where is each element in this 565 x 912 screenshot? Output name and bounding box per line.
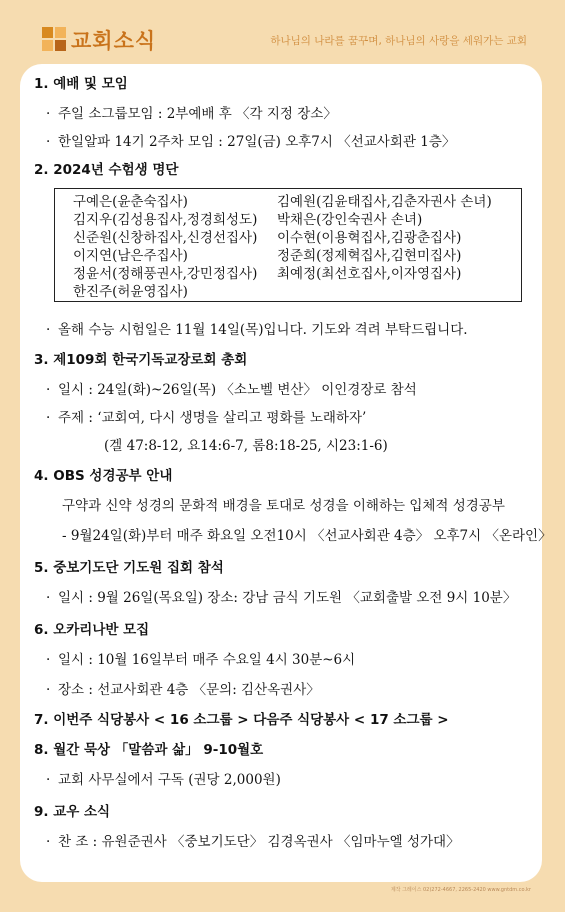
student-name: 정준희(정제혁집사,김현미집사) xyxy=(277,248,462,264)
list-item: · 올해 수능 시험일은 11월 14일(목)입니다. 기도와 격려 부탁드립니다. xyxy=(46,322,468,338)
section-heading-3: 3. 제109회 한국기독교장로회 총회 xyxy=(34,352,248,368)
list-item: · 교회 사무실에서 구독 (권당 2,000원) xyxy=(46,772,281,788)
student-name: 구예은(윤춘숙집사) xyxy=(73,194,188,210)
names-left-column xyxy=(73,193,257,301)
list-item: · 주제 : ‘교회여, 다시 생명을 살리고 평화를 노래하자’ xyxy=(46,410,367,426)
section-heading-7: 7. 이번주 식당봉사 < 16 소그룹 > 다음주 식당봉사 < 17 소그룹 > xyxy=(34,712,449,728)
section-heading-4: 4. OBS 성경공부 안내 xyxy=(34,468,173,484)
list-item: · 한일알파 14기 2주차 모임 : 27일(금) 오후7시 〈선교사회관 1층〉 xyxy=(46,134,456,150)
section-heading-8: 8. 월간 묵상 「말씀과 삶」 9-10월호 xyxy=(34,742,264,758)
names-right-column xyxy=(277,193,492,283)
list-item: · 일시 : 9월 26일(목요일) 장소: 강남 금식 기도원 〈교회출발 오전 9시 10분〉 xyxy=(46,590,517,606)
church-slogan: 하나님의 나라를 꿈꾸며, 하나님의 사랑을 세워가는 교회 xyxy=(270,35,527,47)
list-item: · 찬 조 : 유원준권사 〈중보기도단〉 김경옥권사 〈임마누엘 성가대〉 xyxy=(46,834,460,850)
student-name: 이지연(남은주집사) xyxy=(73,248,188,264)
news-card xyxy=(20,64,552,882)
bible-verses: (겔 47:8-12, 요14:6-7, 롬8:18-25, 시23:1-6) xyxy=(104,438,388,454)
print-credit: 제작 그레이스 02)272-4667, 2265-2420 www.gntdm.co.kr xyxy=(390,887,531,893)
student-name: 신준원(신창하집사,신경선집사) xyxy=(73,230,258,246)
section-heading-6: 6. 오카리나반 모집 xyxy=(34,622,150,638)
student-name: 김예원(김윤태집사,김춘자권사 손녀) xyxy=(277,194,492,210)
logo-squares-icon xyxy=(42,27,66,51)
student-name: 정윤서(정해풍권사,강민정집사) xyxy=(73,266,258,282)
student-name: 김지우(김성용집사,정경희성도) xyxy=(73,212,258,228)
student-name: 한진주(허윤영집사) xyxy=(73,284,188,300)
header xyxy=(0,0,565,64)
section-heading-5: 5. 중보기도단 기도원 집회 참석 xyxy=(34,560,224,576)
list-item: · 주일 소그룹모임 : 2부예배 후 〈각 지정 장소〉 xyxy=(46,106,337,122)
list-item: · 일시 : 10월 16일부터 매주 수요일 4시 30분~6시 xyxy=(46,652,356,668)
study-schedule: - 9월24일(화)부터 매주 화요일 오전10시 〈선교사회관 4층〉 오후7시 〈온라인〉 xyxy=(62,528,552,544)
section-heading-9: 9. 교우 소식 xyxy=(34,804,111,820)
section-heading-1: 1. 예배 및 모임 xyxy=(34,76,128,92)
page-title: 교회소식 xyxy=(71,29,157,53)
student-name: 박채은(강인숙권사 손녀) xyxy=(277,212,423,228)
study-description: 구약과 신약 성경의 문화적 배경을 토대로 성경을 이해하는 입체적 성경공부 xyxy=(62,498,505,514)
student-name: 최예정(최선호집사,이자영집사) xyxy=(277,266,462,282)
exam-students-box xyxy=(54,188,522,302)
student-name: 이수현(이용혁집사,김광춘집사) xyxy=(277,230,462,246)
section-heading-2: 2. 2024년 수험생 명단 xyxy=(34,162,179,178)
list-item: · 장소 : 선교사회관 4층 〈문의: 김산옥권사〉 xyxy=(46,682,320,698)
list-item: · 일시 : 24일(화)~26일(목) 〈소노벨 변산〉 이인경장로 참석 xyxy=(46,382,417,398)
